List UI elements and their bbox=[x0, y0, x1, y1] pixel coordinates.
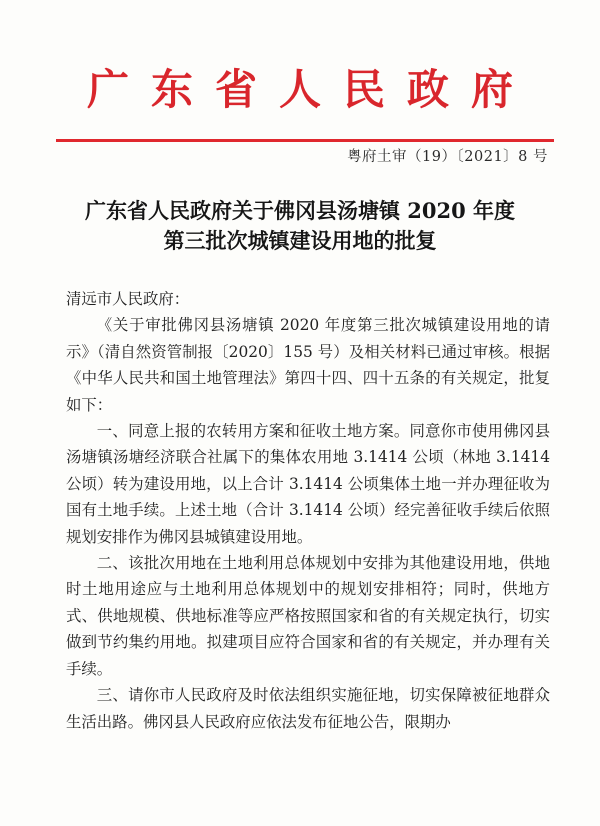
document-title bbox=[0, 196, 600, 256]
masthead-title: 广东省人民政府 bbox=[86, 65, 535, 114]
body-paragraph-2: 一、同意上报的农转用方案和征收土地方案。同意你市使用佛冈县汤塘镇汤塘经济联合社属下的集体农用地 3.1414 公顷（林地 3.1414 公顷）转为建设用地，以上合计 3.1414 公顷集体土地一并办理征收为国有土地手续。上述土地（合计 3.1414 公顷）经完善征收手续后依照规划安排作为佛冈县城镇建设用地。 bbox=[66, 422, 550, 546]
salutation: 清远市人民政府： bbox=[66, 290, 190, 308]
document-number: 粤府土审（19）〔2021〕8 号 bbox=[347, 149, 548, 165]
title-line-1: 广东省人民政府关于佛冈县汤塘镇 2020 年度 bbox=[84, 198, 516, 223]
title-line-2: 第三批次城镇建设用地的批复 bbox=[163, 228, 437, 253]
red-divider-line bbox=[56, 139, 554, 142]
body-paragraph-1: 《关于审批佛冈县汤塘镇 2020 年度第三批次城镇建设用地的请示》（清自然资管制报〔2020〕155 号）及相关材料已通过审核。根据《中华人民共和国土地管理法》第四十四、四十五条的有关规定，批复如下： bbox=[66, 316, 550, 414]
document-body bbox=[66, 286, 550, 735]
body-paragraph-4: 三、请你市人民政府及时依法组织实施征地，切实保障被征地群众生活出路。佛冈县人民政府应依法发布征地公告，限期办 bbox=[66, 686, 550, 731]
body-paragraph-3: 二、该批次用地在土地利用总体规划中安排为其他建设用地，供地时土地用途应与土地利用总体规划中的规划安排相符；同时，供地方式、供地规模、供地标准等应严格按照国家和省的有关规定执行，切实做到节约集约用地。拟建项目应符合国家和省的有关规定，并办理有关手续。 bbox=[66, 554, 550, 678]
